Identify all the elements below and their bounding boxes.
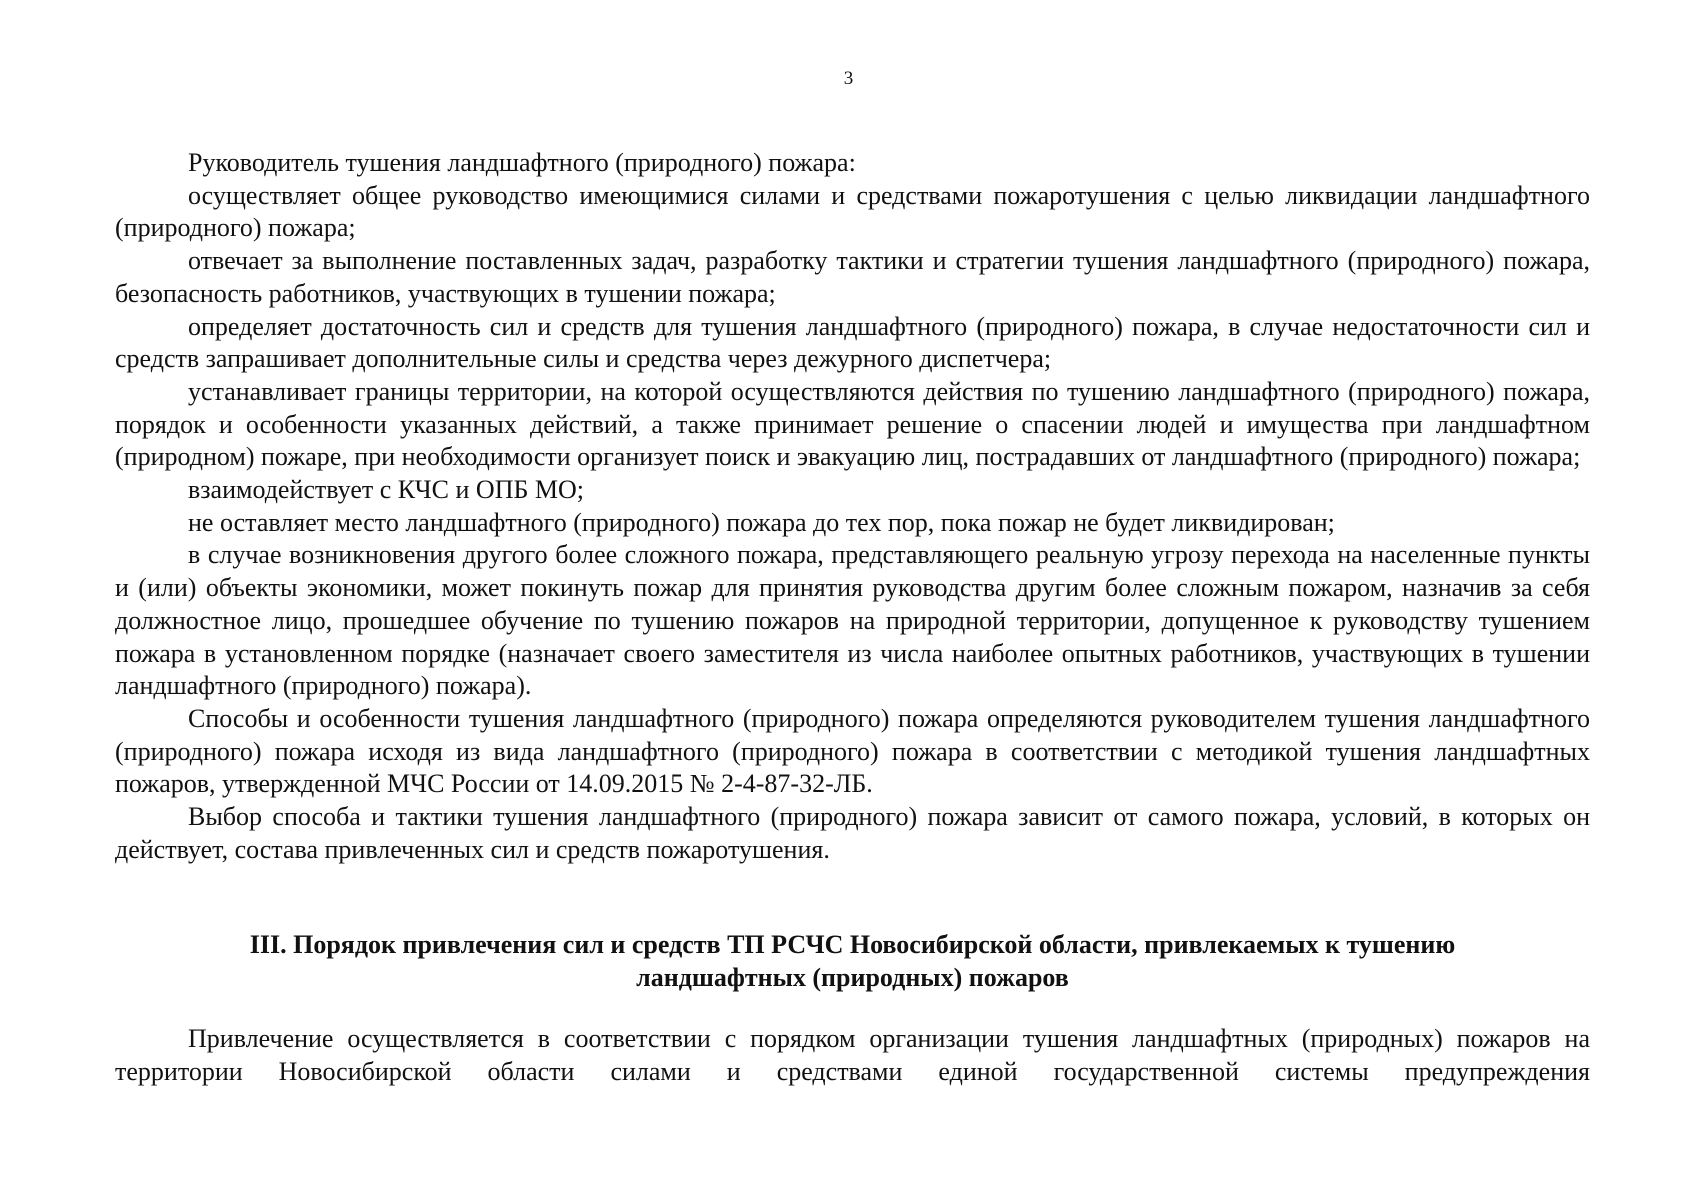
paragraph-tactics-choice: Выбор способа и тактики тушения ландшафтного (природного) пожара зависит от самого пожара, условий, в которых он действует, состава привлеченных сил и средств пожаротушения. bbox=[115, 802, 1590, 864]
document-body bbox=[115, 147, 1590, 866]
paragraph-duty-general-management: осуществляет общее руководство имеющимися силами и средствами пожаротушения с целью ликвидации ландшафтного (природного) пожара; bbox=[115, 180, 1590, 243]
paragraph-duty-territory-boundaries: устанавливает границы территории, на которой осуществляются действия по тушению ландшафтного (природного) пожара, порядок и особенности указанных действий, а также принимает решение о спасении людей и имущества при ландшафтном (природном) пожаре, при необходимости организует поиск и эвакуацию лиц, пострадавших от ландшафтного (природного) пожара; bbox=[115, 376, 1590, 472]
paragraph-duty-other-fire: в случае возникновения другого более сложного пожара, представляющего реальную угрозу перехода на населенные пункты и (или) объекты экономики, может покинуть пожар для принятия руководства другим более сложным пожаром, назначив за себя должностное лицо, прошедшее обучение по тушению пожаров на природной территории, допущенное к руководству тушением пожара в установленном порядке (назначает своего заместителя из числа наиболее опытных работников, участвующих в тушении ландшафтного (природного) пожара). bbox=[115, 540, 1590, 701]
paragraph-methods: Способы и особенности тушения ландшафтного (природного) пожара определяются руководителем тушения ландшафтного (природного) пожара исходя из вида ландшафтного (природного) пожара в соответствии с методикой тушения ландшафтных пожаров, утвержденной МЧС России от 14.09.2015 № 2-4-87-32-ЛБ. bbox=[115, 703, 1590, 799]
paragraph-duty-forces-sufficiency: определяет достаточность сил и средств для тушения ландшафтного (природного) пожара, в случае недостаточности сил и средств запрашивает дополнительные силы и средства через дежурного диспетчера; bbox=[115, 311, 1590, 374]
paragraph-duty-stay-on-site: не оставляет место ландшафтного (природного) пожара до тех пор, пока пожар не будет ликвидирован; bbox=[188, 507, 1335, 537]
paragraph-duty-interaction: взаимодействует с КЧС и ОПБ МО; bbox=[188, 475, 585, 505]
paragraph-duty-responsibility: отвечает за выполнение поставленных задач, разработку тактики и стратегии тушения ландшафтного (природного) пожара, безопасность работников, участвующих в тушении пожара; bbox=[115, 246, 1590, 308]
page-number: 3 bbox=[843, 68, 854, 89]
section-title bbox=[115, 929, 1590, 994]
section-paragraph: Привлечение осуществляется в соответствии с порядком организации тушения ландшафтных (природных) пожаров на территории Новосибирской области силами и средствами единой государственной системы предупреждения bbox=[115, 1024, 1590, 1086]
section-title-line-2: ландшафтных (природных) пожаров bbox=[636, 962, 1069, 992]
section-body bbox=[115, 1023, 1590, 1088]
paragraph-intro: Руководитель тушения ландшафтного (природного) пожара: bbox=[188, 148, 856, 177]
section-title-line-1: III. Порядок привлечения сил и средств ТП РСЧС Новосибирской области, привлекаемых к тушению bbox=[249, 930, 1456, 959]
